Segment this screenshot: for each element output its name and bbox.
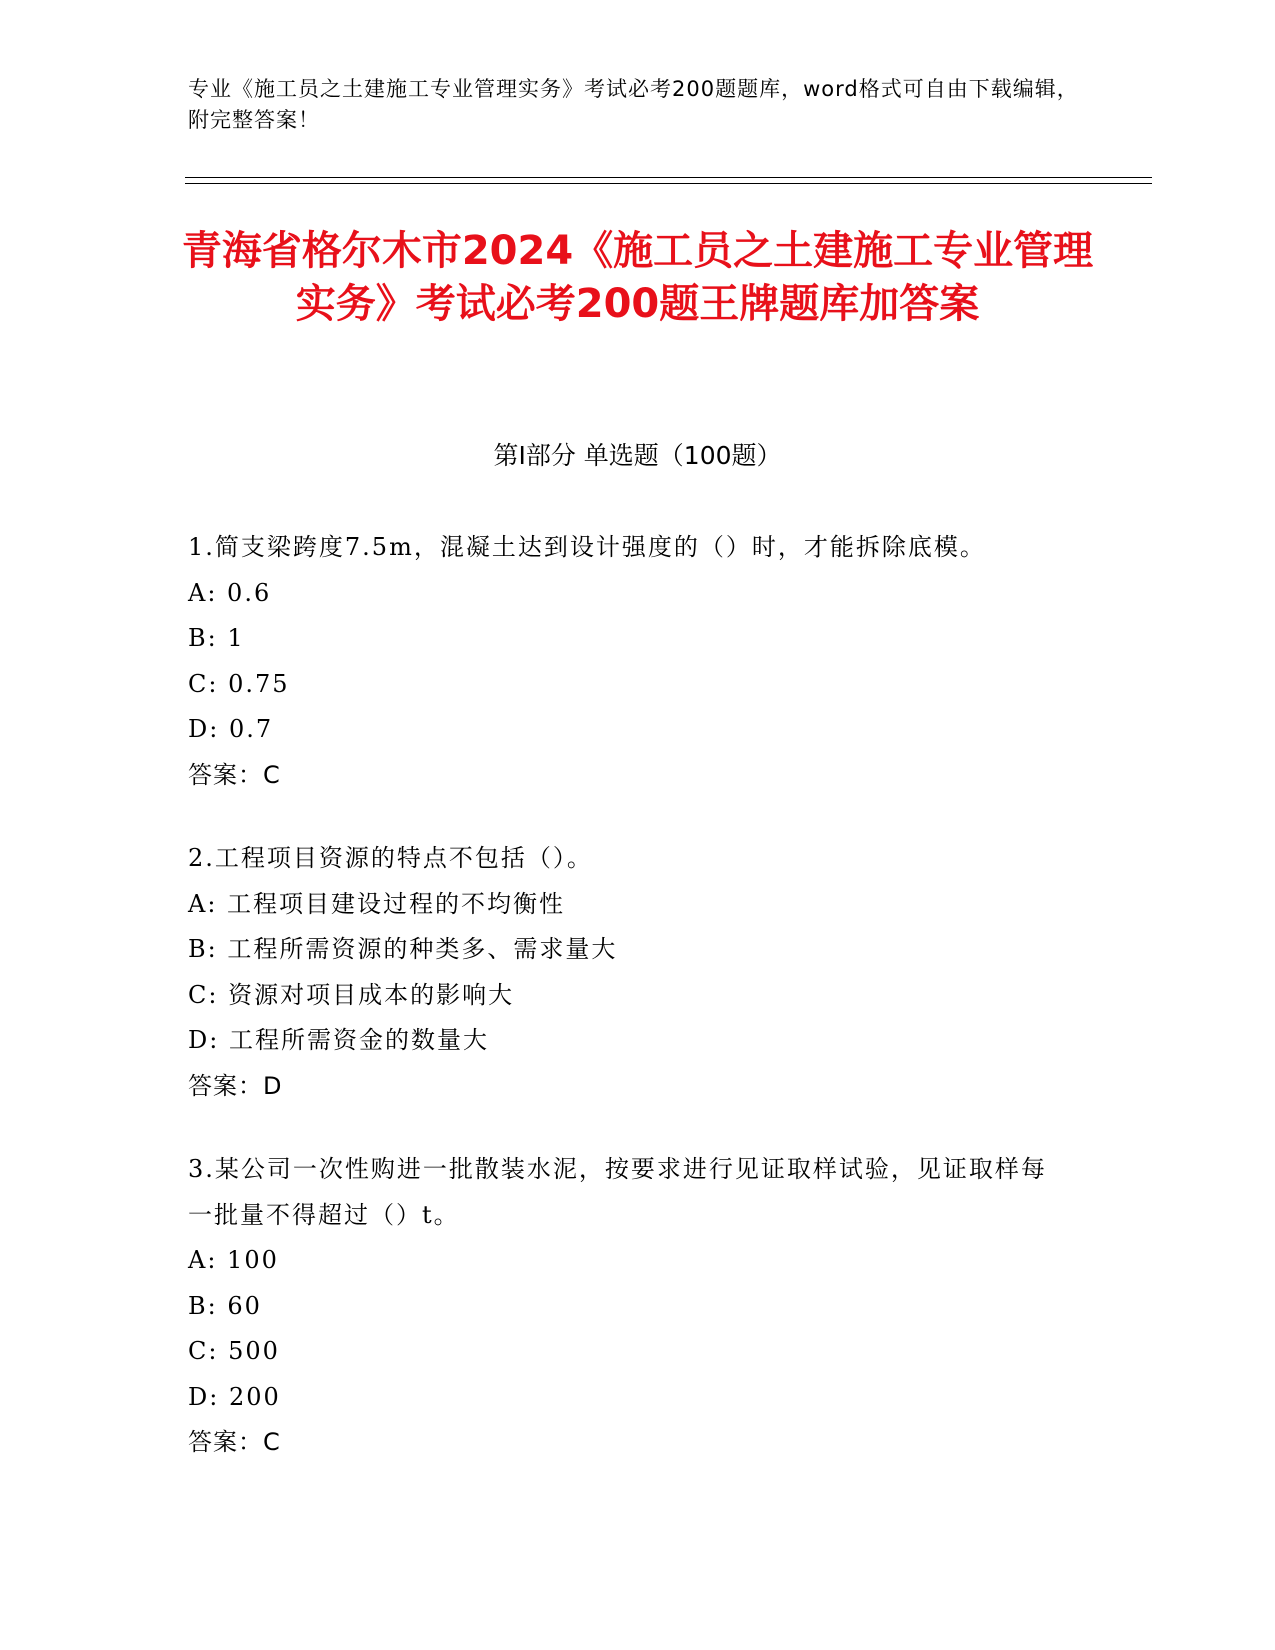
option-a: A: 100 <box>188 1246 279 1274</box>
option-b: B: 工程所需资源的种类多、需求量大 <box>188 935 618 963</box>
document-title: 青海省格尔木市2024《施工员之土建施工专业管理实务》考试必考200题王牌题库加答案 <box>181 228 1094 327</box>
option-c: C: 500 <box>188 1337 280 1365</box>
question-list <box>188 525 1068 1504</box>
option-c: C: 0.75 <box>188 669 290 698</box>
option-d: D: 工程所需资金的数量大 <box>188 1026 489 1054</box>
question-stem: 3.某公司一次性购进一批散装水泥，按要求进行见证取样试验，见证取样每一批量不得超过（）t。 <box>188 1155 1047 1229</box>
answer-line: 答案：D <box>188 1071 283 1100</box>
question-3 <box>188 1147 1068 1466</box>
option-d: D: 200 <box>188 1382 281 1411</box>
answer-line: 答案：C <box>188 1428 281 1456</box>
option-d: D: 0.7 <box>188 715 274 743</box>
header-rule-bottom <box>185 183 1152 184</box>
section-title: 第Ⅰ部分 单选题（100题） <box>493 441 782 470</box>
option-b: B: 1 <box>188 624 245 652</box>
option-c: C: 资源对项目成本的影响大 <box>188 980 515 1009</box>
header-note: 专业《施工员之土建施工专业管理实务》考试必考200题题库，word格式可自由下载编辑，附完整答案！ <box>188 77 1079 132</box>
question-stem: 1.简支梁跨度7.5m，混凝土达到设计强度的（）时，才能拆除底模。 <box>188 533 986 561</box>
option-a: A: 工程项目建设过程的不均衡性 <box>188 889 566 918</box>
header-rule-top <box>185 177 1152 178</box>
question-1 <box>188 525 1068 798</box>
question-2 <box>188 836 1068 1109</box>
answer-line: 答案：C <box>188 760 281 789</box>
question-stem: 2.工程项目资源的特点不包括（）。 <box>188 844 593 872</box>
option-a: A: 0.6 <box>188 578 272 607</box>
option-b: B: 60 <box>188 1291 262 1320</box>
